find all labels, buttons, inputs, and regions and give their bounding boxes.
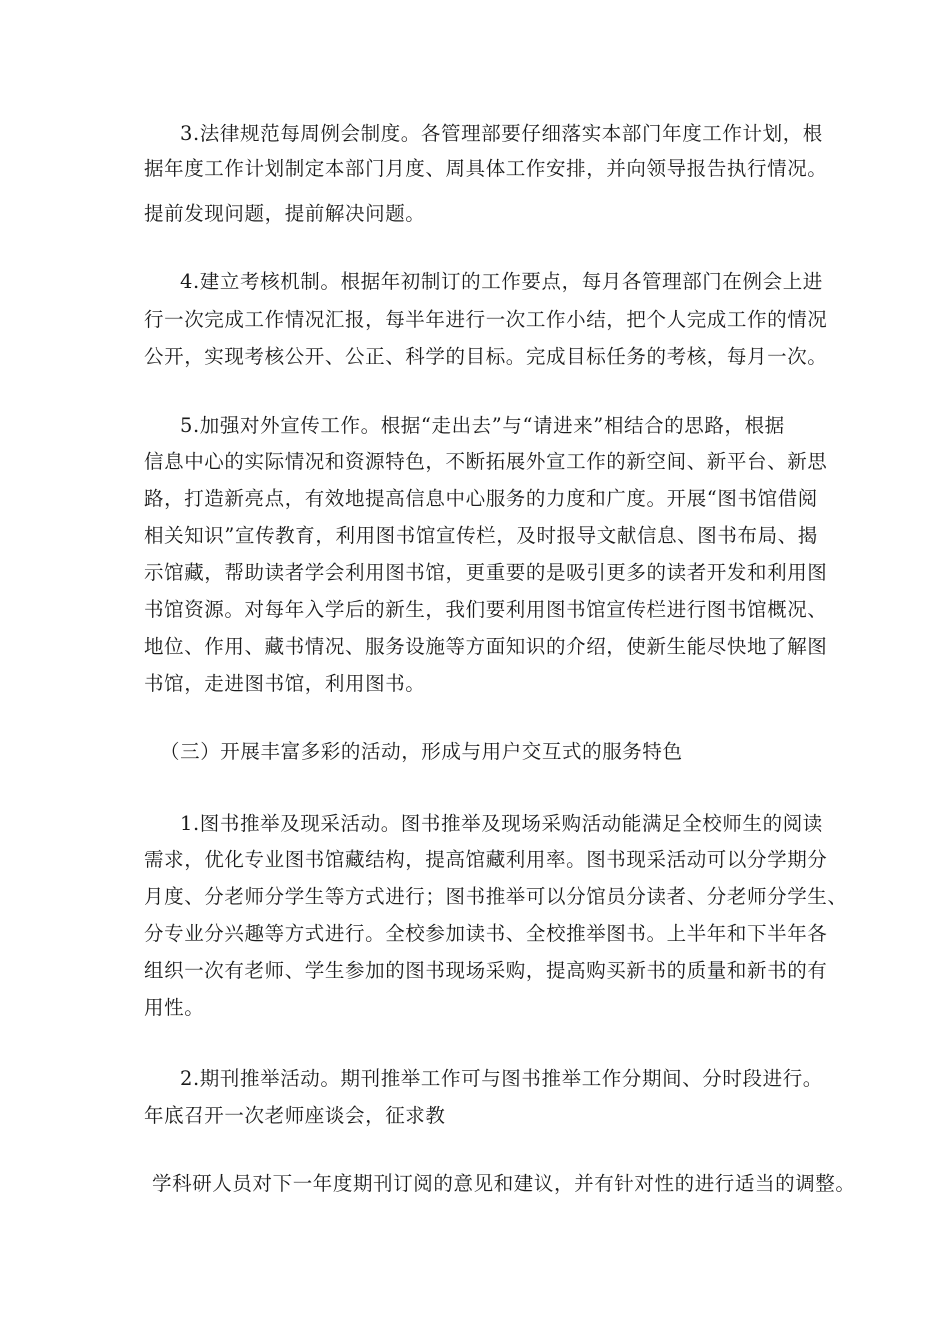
section-heading: （三）开展丰富多彩的活动，形成与用户交互式的服务特色 [160, 740, 683, 763]
paragraph-line: 书馆资源。对每年入学后的新生，我们要利用图书馆宣传栏进行图书馆概况、 [144, 598, 828, 621]
paragraph-line: 4.建立考核机制。根据年初制订的工作要点，每月各管理部门在例会上进 [180, 270, 823, 293]
paragraph-line: 5.加强对外宣传工作。根据“走出去”与“请进来”相结合的思路，根据 [180, 414, 785, 437]
paragraph-line: 提前发现问题，提前解决问题。 [144, 202, 426, 225]
paragraph-line: 1.图书推举及现采活动。图书推举及现场采购活动能满足全校师生的阅读 [180, 812, 823, 835]
paragraph-line: 信息中心的实际情况和资源特色，不断拓展外宣工作的新空间、新平台、新思 [144, 450, 828, 473]
paragraph-line: 学科研人员对下一年度期刊订阅的意见和建议，并有针对性的进行适当的调整。 [152, 1172, 856, 1195]
paragraph-line: 行一次完成工作情况汇报，每半年进行一次工作小结，把个人完成工作的情况 [144, 308, 828, 331]
paragraph-line: 3.法律规范每周例会制度。各管理部要仔细落实本部门年度工作计划，根 [180, 122, 823, 145]
paragraph-line: 分专业分兴趣等方式进行。全校参加读书、全校推举图书。上半年和下半年各 [144, 922, 828, 945]
paragraph-line: 据年度工作计划制定本部门月度、周具体工作安排，并向领导报告执行情况。 [144, 157, 828, 180]
paragraph-line: 组织一次有老师、学生参加的图书现场采购，提高购买新书的质量和新书的有 [144, 959, 828, 982]
paragraph-line: 路，打造新亮点，有效地提高信息中心服务的力度和广度。开展“图书馆借阅 [144, 487, 818, 510]
paragraph-line: 公开，实现考核公开、公正、科学的目标。完成目标任务的考核，每月一次。 [144, 345, 828, 368]
paragraph-line: 用性。 [144, 996, 205, 1019]
paragraph-line: 2.期刊推举活动。期刊推举工作可与图书推举工作分期间、分时段进行。 [180, 1067, 823, 1090]
paragraph-line: 需求，优化专业图书馆藏结构，提高馆藏利用率。图书现采活动可以分学期分 [144, 848, 828, 871]
paragraph-line: 年底召开一次老师座谈会，征求教 [144, 1104, 446, 1127]
paragraph-line: 月度、分老师分学生等方式进行；图书推举可以分馆员分读者、分老师分学生、 [144, 885, 848, 908]
paragraph-line: 地位、作用、藏书情况、服务设施等方面知识的介绍，使新生能尽快地了解图 [144, 635, 828, 658]
paragraph-line: 示馆藏，帮助读者学会利用图书馆，更重要的是吸引更多的读者开发和利用图 [144, 561, 828, 584]
paragraph-line: 相关知识”宣传教育，利用图书馆宣传栏，及时报导文献信息、图书布局、揭 [144, 524, 818, 547]
paragraph-line: 书馆，走进图书馆，利用图书。 [144, 672, 426, 695]
